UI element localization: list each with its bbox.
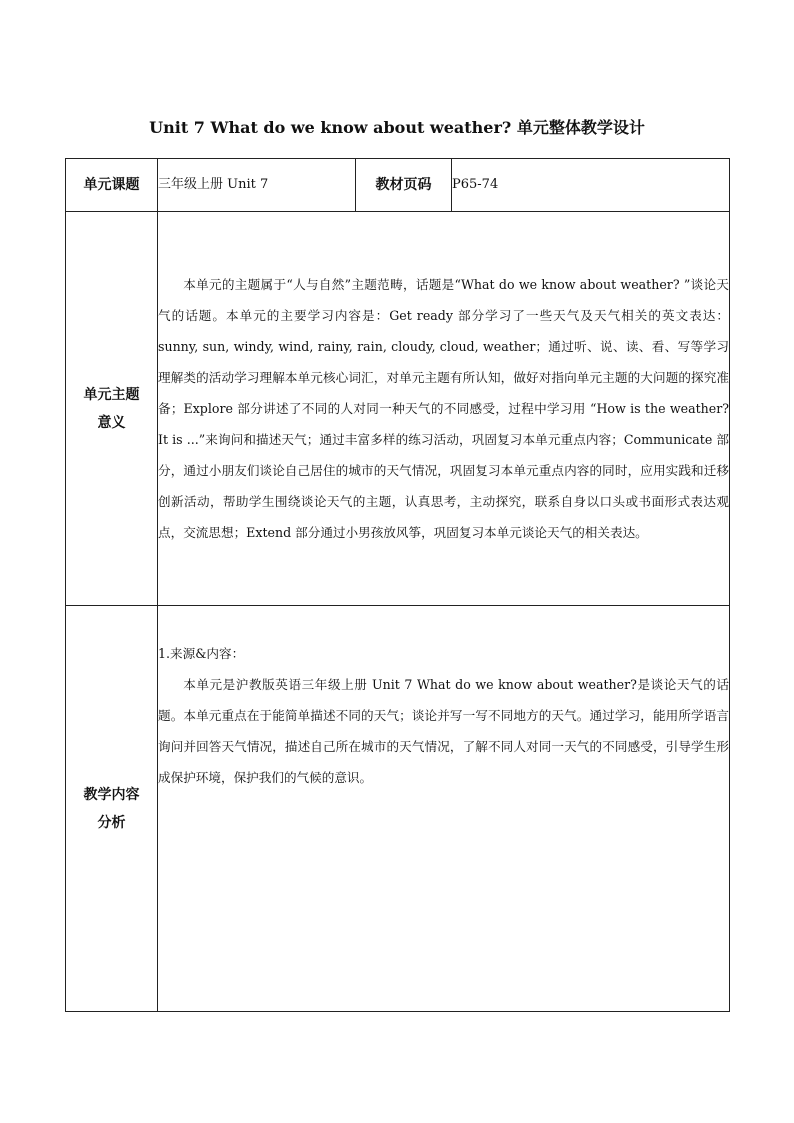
table-row-theme-significance	[66, 212, 730, 606]
unit-topic-value: 三年级上册 Unit 7	[158, 159, 356, 212]
content-analysis-label-line1: 教学内容	[83, 786, 140, 803]
unit-design-table	[65, 158, 730, 1012]
content-analysis-label	[66, 606, 158, 1012]
textbook-pages-label: 教材页码	[356, 159, 452, 212]
content-analysis-heading: 1.来源&内容：	[158, 646, 245, 661]
unit-topic-label: 单元课题	[66, 159, 158, 212]
theme-significance-label-line1: 单元主题	[83, 386, 140, 403]
content-analysis-text: 本单元是沪教版英语三年级上册 Unit 7 What do we know about weather?是谈论天气的话题。本单元重点在于能简单描述不同的天气；谈论并写一写不同地方的天气。通过学习，能用所学语言询问并回答天气情况，描述自己所在城市的天气情况，了解不同人对同一天气的不同感受，引导学生形成保护环境，保护我们的气候的意识。	[158, 677, 729, 785]
content-analysis-content	[158, 606, 730, 1012]
theme-significance-text: 本单元的主题属于“人与自然”主题范畴，话题是“What do we know about weather? ”谈论天气的话题。本单元的主要学习内容是：Get ready 部分学习了一些天气及天气相关的英文表达：sunny, sun, windy, wind, rainy, rain, cloudy, cloud, weather；通过听、说、读、看、写等学习理解类的活动学习理解本单元核心词汇，对单元主题有所认知，做好对指向单元主题的大问题的探究准备；Explore 部分讲述了不同的人对同一种天气的不同感受，过程中学习用 “How is the weather? It is ...”来询问和描述天气；通过丰富多样的练习活动，巩固复习本单元重点内容；Communicate 部分，通过小朋友们谈论自己居住的城市的天气情况，巩固复习本单元重点内容的同时，应用实践和迁移创新活动，帮助学生围绕谈论天气的主题，认真思考，主动探究，联系自身以口头或书面形式表达观点，交流思想；Extend 部分通过小男孩放风筝，巩固复习本单元谈论天气的相关表达。	[158, 277, 729, 540]
theme-significance-content	[158, 212, 730, 606]
theme-significance-label-line2: 意义	[97, 414, 126, 431]
content-analysis-label-line2: 分析	[97, 814, 126, 831]
table-row-content-analysis	[66, 606, 730, 1012]
theme-significance-label	[66, 212, 158, 606]
table-row-unit-topic	[66, 159, 730, 212]
page-title: Unit 7 What do we know about weather? 单元整体教学设计	[149, 118, 645, 137]
textbook-pages-value: P65-74	[452, 159, 730, 212]
